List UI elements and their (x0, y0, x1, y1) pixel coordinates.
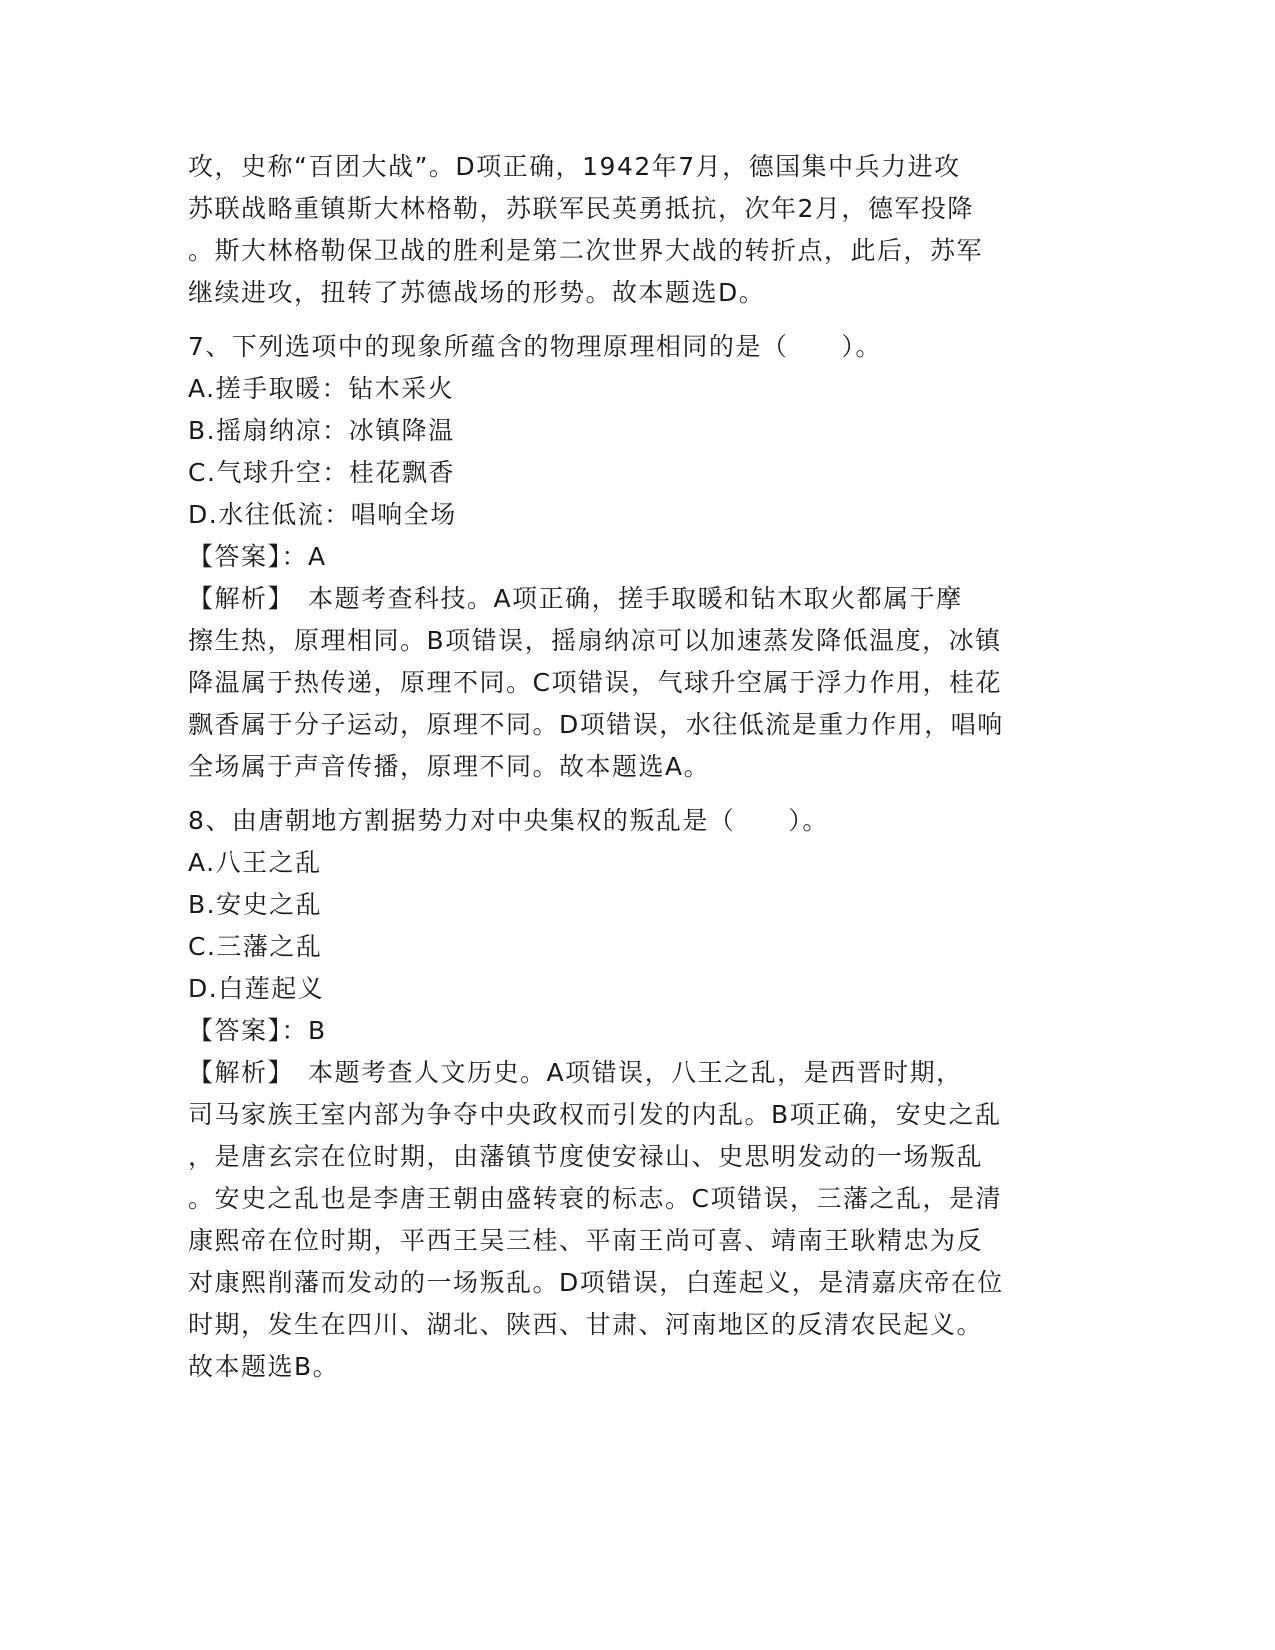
previous-explanation (188, 146, 1088, 314)
explanation-line: 飘香属于分子运动，原理不同。D项错误，水往低流是重力作用，唱响 (188, 710, 1004, 739)
option-b: B.摇扇纳凉：冰镇降温 (188, 416, 455, 445)
explanation-line: 。斯大林格勒保卫战的胜利是第二次世界大战的转折点，此后，苏军 (188, 236, 984, 265)
explanation-line: 时期，发生在四川、湖北、陕西、甘肃、河南地区的反清农民起义。 (188, 1310, 984, 1339)
explanation-line: 【解析】 本题考查人文历史。A项错误，八王之乱，是西晋时期， (188, 1058, 963, 1087)
explanation-line: ，是唐玄宗在位时期，由藩镇节度使安禄山、史思明发动的一场叛乱 (188, 1142, 984, 1171)
explanation-line: 【解析】 本题考查科技。A项正确，搓手取暖和钻木取火都属于摩 (188, 584, 963, 613)
explanation-line: 苏联战略重镇斯大林格勒，苏联军民英勇抵抗，次年2月，德军投降 (188, 194, 974, 223)
option-d: D.白莲起义 (188, 974, 325, 1003)
answer: 【答案】：A (188, 542, 327, 571)
explanation-line: 。安史之乱也是李唐王朝由盛转衰的标志。C项错误，三藩之乱，是清 (188, 1184, 1002, 1213)
explanation-line: 继续进攻，扭转了苏德战场的形势。故本题选D。 (188, 278, 766, 307)
option-d: D.水往低流：唱响全场 (188, 500, 457, 529)
spacer (188, 314, 1088, 326)
option-c: C.三藩之乱 (188, 932, 323, 961)
option-c: C.气球升空：桂花飘香 (188, 458, 455, 487)
explanation-line: 降温属于热传递，原理不同。C项错误，气球升空属于浮力作用，桂花 (188, 668, 1002, 697)
question-7 (188, 326, 1088, 788)
option-b: B.安史之乱 (188, 890, 323, 919)
explanation-line: 康熙帝在位时期，平西王吴三桂、平南王尚可喜、靖南王耿精忠为反 (188, 1226, 984, 1255)
spacer (188, 788, 1088, 800)
explanation-line: 攻，史称“百团大战”。D项正确，1942年7月，德国集中兵力进攻 (188, 152, 961, 181)
option-a: A.搓手取暖：钻木采火 (188, 374, 455, 403)
question-text: 7、下列选项中的现象所蕴含的物理原理相同的是（ ）。 (188, 332, 882, 361)
question-8 (188, 800, 1088, 1388)
explanation-line: 对康熙削藩而发动的一场叛乱。D项错误，白莲起义，是清嘉庆帝在位 (188, 1268, 1004, 1297)
explanation-line: 全场属于声音传播，原理不同。故本题选A。 (188, 752, 711, 781)
document-body (188, 146, 1088, 1388)
explanation-line: 司马家族王室内部为争夺中央政权而引发的内乱。B项正确，安史之乱 (188, 1100, 1002, 1129)
explanation-line: 故本题选B。 (188, 1352, 340, 1381)
option-a: A.八王之乱 (188, 848, 322, 877)
question-text: 8、由唐朝地方割据势力对中央集权的叛乱是（ ）。 (188, 806, 829, 835)
explanation-line: 擦生热，原理相同。B项错误，摇扇纳凉可以加速蒸发降低温度，冰镇 (188, 626, 1002, 655)
answer: 【答案】：B (188, 1016, 327, 1045)
